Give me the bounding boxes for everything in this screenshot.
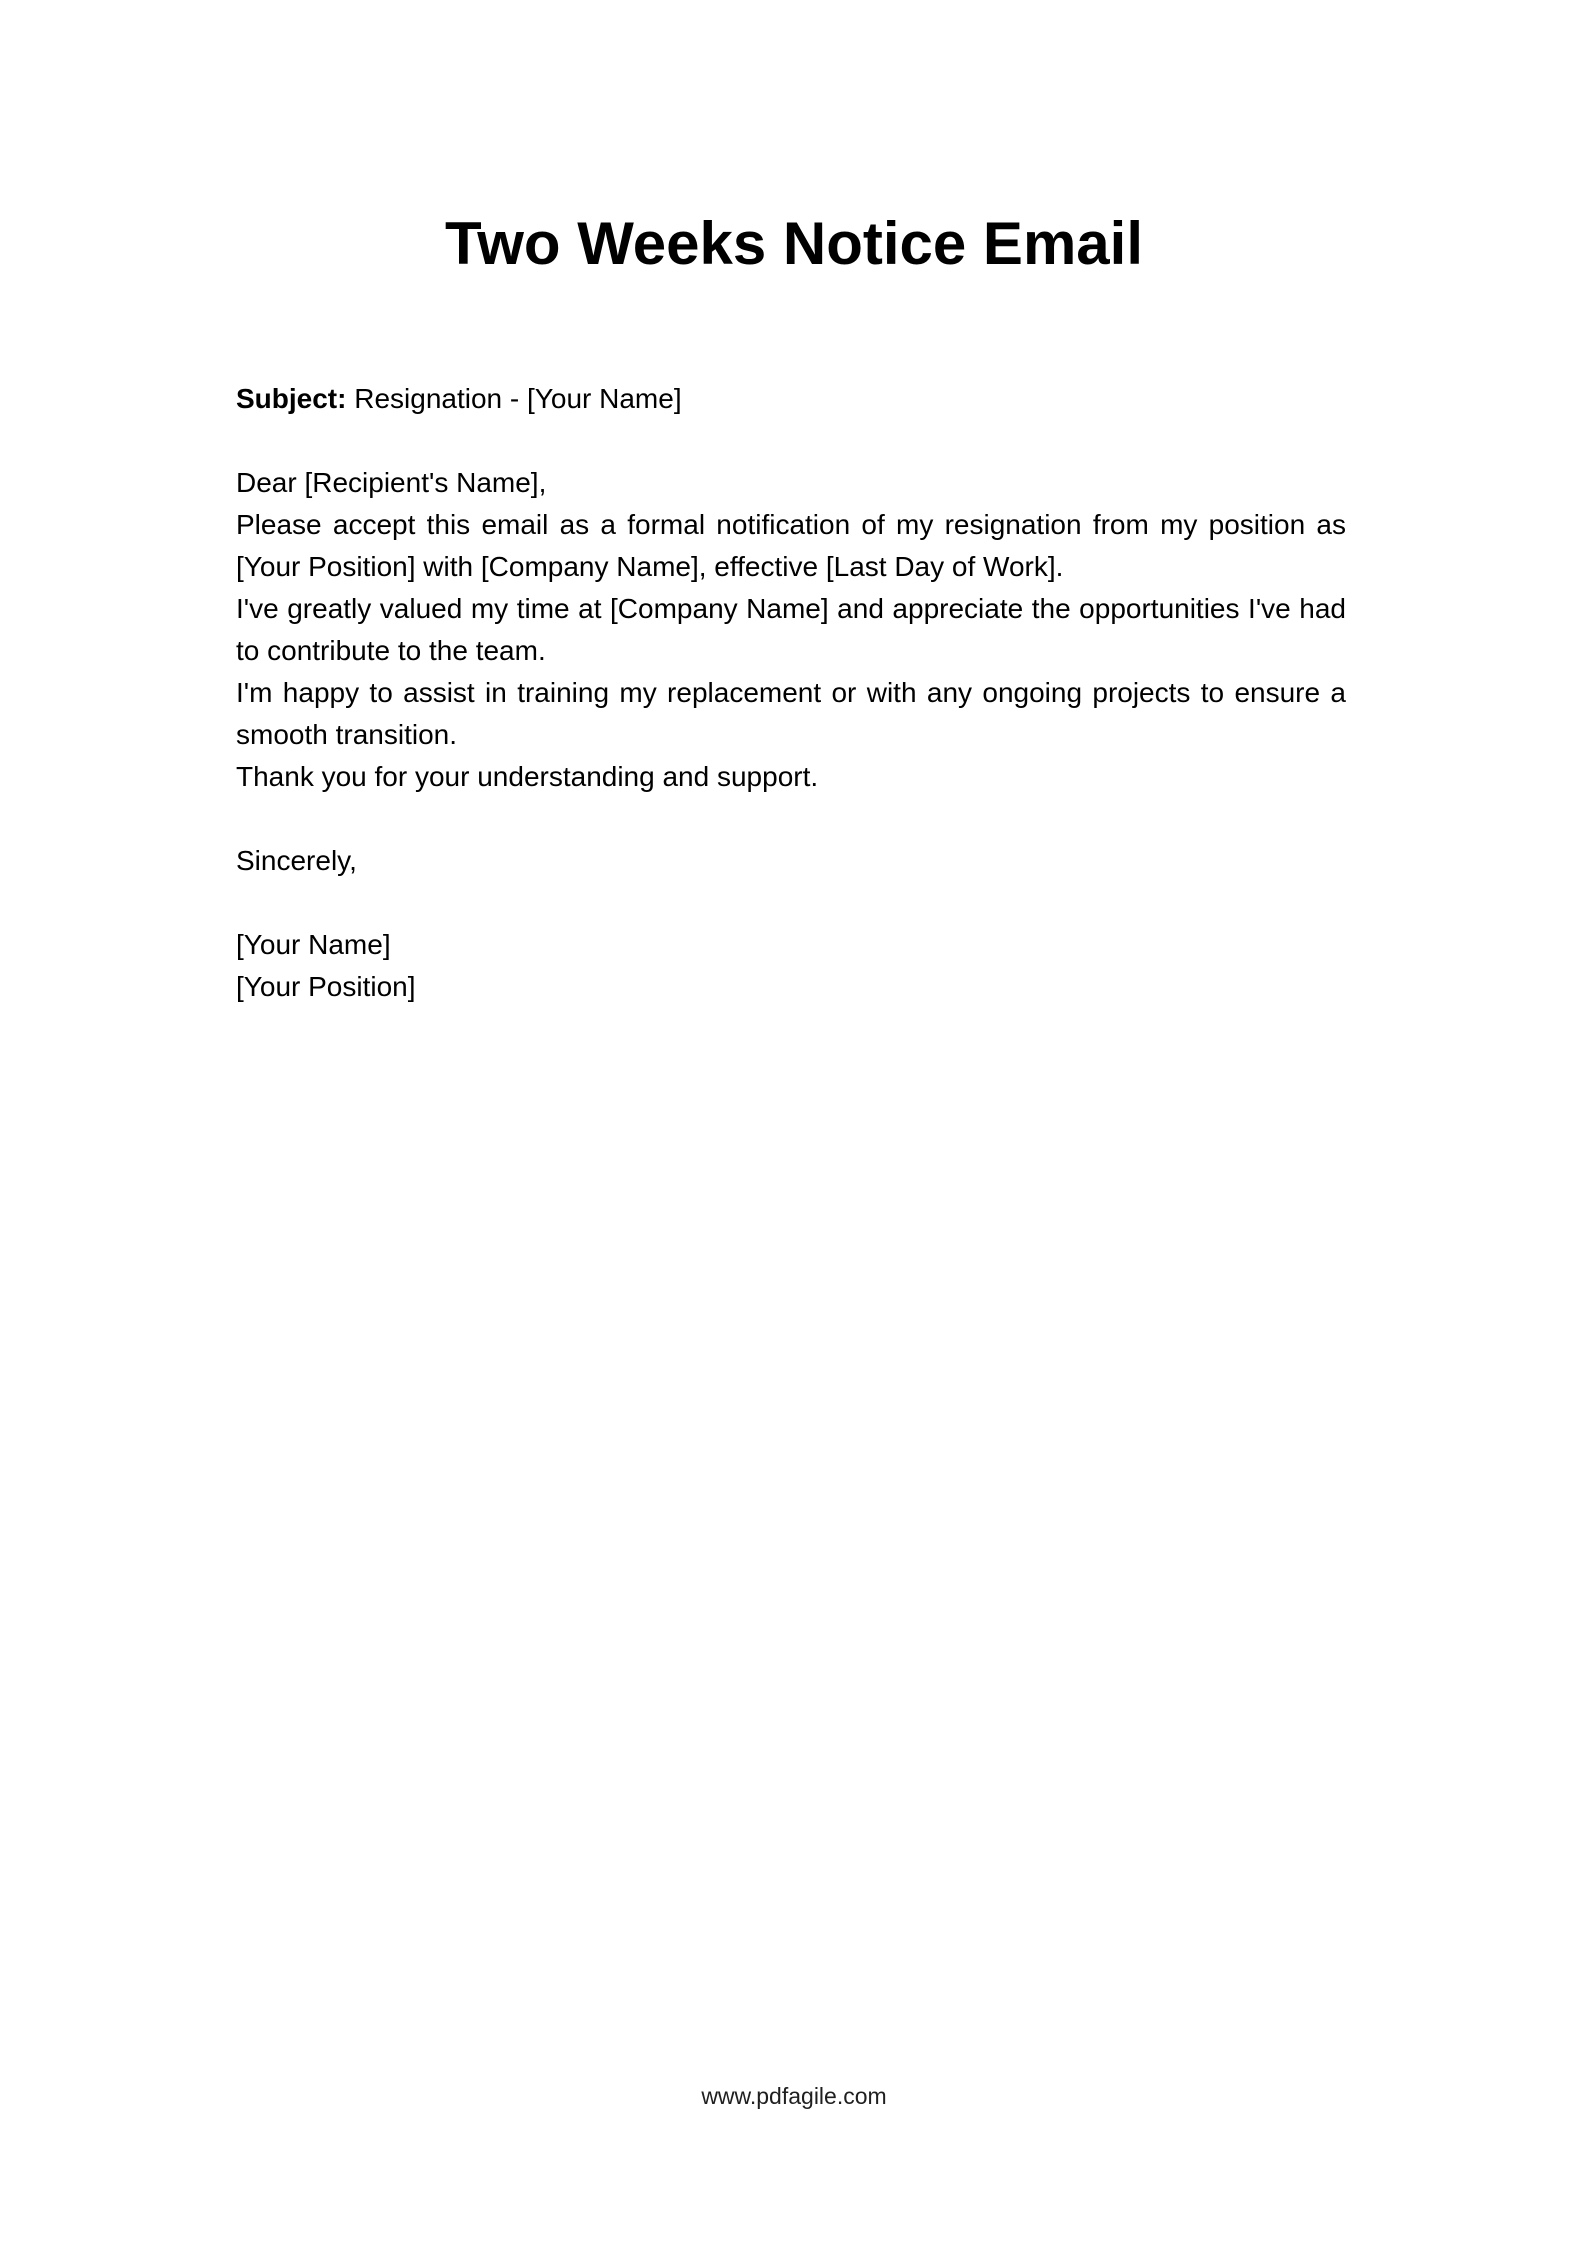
signature-name: [Your Name] <box>236 929 391 960</box>
subject-line <box>236 378 1346 420</box>
paragraph-resignation: Please accept this email as a formal notification of my resignation from my position as [Your Position] with [Company Name], effective [Last Day of Work]. <box>236 509 1346 582</box>
footer-url: www.pdfagile.com <box>701 2083 887 2109</box>
paragraph-assist: I'm happy to assist in training my replacement or with any ongoing projects to ensure a smooth transition. <box>236 677 1346 750</box>
page-title: Two Weeks Notice Email <box>445 210 1143 277</box>
subject-value: Resignation - [Your Name] <box>354 383 682 414</box>
greeting-line: Dear [Recipient's Name], <box>236 467 547 498</box>
page-footer <box>0 2085 1588 2108</box>
signature-position: [Your Position] <box>236 971 416 1002</box>
closing-line: Sincerely, <box>236 845 357 876</box>
paragraph-thanks: Thank you for your understanding and support. <box>236 761 819 792</box>
email-content <box>236 378 1346 1008</box>
paragraph-valued: I've greatly valued my time at [Company Name] and appreciate the opportunities I've had to contribute to the team. <box>236 593 1346 666</box>
subject-label: Subject: <box>236 383 347 414</box>
